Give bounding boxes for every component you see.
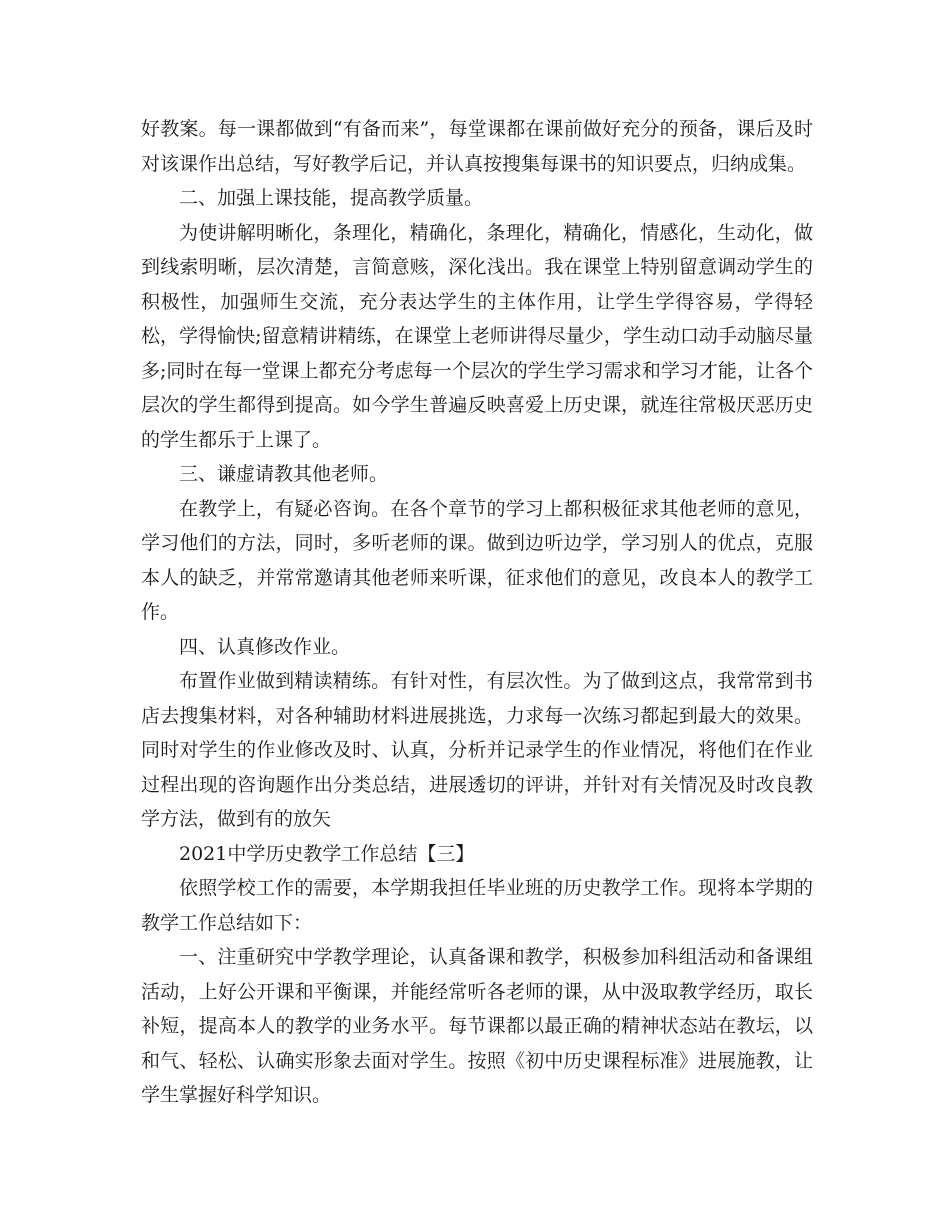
paragraph-consult-teachers: 在教学上，有疑必咨询。在各个章节的学习上都积极征求其他老师的意见，学习他们的方法，同时，多听老师的课。做到边听边学，学习别人的优点，克服本人的缺乏，并常常邀请其他老师来听课，征求他们的意见，改良本人的教学工作。: [141, 497, 813, 623]
section-heading-2: 二、加强上课技能，提高教学质量。: [179, 187, 484, 209]
paragraph-intro: 依照学校工作的需要，本学期我担任毕业班的历史教学工作。现将本学期的教学工作总结如下：: [141, 877, 813, 934]
document-page: [141, 112, 813, 1113]
paragraph-teaching-skills: 为使讲解明晰化，条理化，精确化，条理化，精确化，情感化，生动化，做到线索明晰，层次清楚，言简意赅，深化浅出。我在课堂上特别留意调动学生的积极性，加强师生交流，充分表达学生的主体作用，让学生学得容易，学得轻松，学得愉快;留意精讲精练，在课堂上老师讲得尽量少，学生动口动手动脑尽量多;同时在每一堂课上都充分考虑每一个层次的学生学习需求和学习才能，让各个层次的学生都得到提高。如今学生普遍反映喜爱上历史课，就连往常极厌恶历史的学生都乐于上课了。: [141, 221, 813, 451]
paragraph-continuation: 好教案。每一课都做到“有备而来”，每堂课都在课前做好充分的预备，课后及时对该课作出总结，写好教学后记，并认真按搜集每课书的知识要点，归纳成集。: [141, 118, 813, 175]
section-heading-4: 四、认真修改作业。: [179, 635, 351, 658]
section-heading-3: 三、谦虚请教其他老师。: [179, 463, 389, 485]
document-subtitle: 2021中学历史教学工作总结【三】: [179, 842, 475, 865]
paragraph-homework: 布置作业做到精读精练。有针对性，有层次性。为了做到这点，我常常到书店去搜集材料，对各种辅助材料进展挑选，力求每一次练习都起到最大的效果。同时对学生的作业修改及时、认真，分析并记录学生的作业情况，将他们在作业过程出现的咨询题作出分类总结，进展透切的评讲，并针对有关情况及时改良教学方法，做到有的放矢: [141, 670, 813, 830]
paragraph-theory-research: 一、注重研究中学教学理论，认真备课和教学，积极参加科组活动和备课组活动，上好公开课和平衡课，并能经常听各老师的课，从中汲取教学经历，取长补短，提高本人的教学的业务水平。每节课都以最正确的精神状态站在教坛，以和气、轻松、认确实形象去面对学生。按照《初中历史课程标准》进展施教，让学生掌握好科学知识。: [141, 946, 813, 1106]
